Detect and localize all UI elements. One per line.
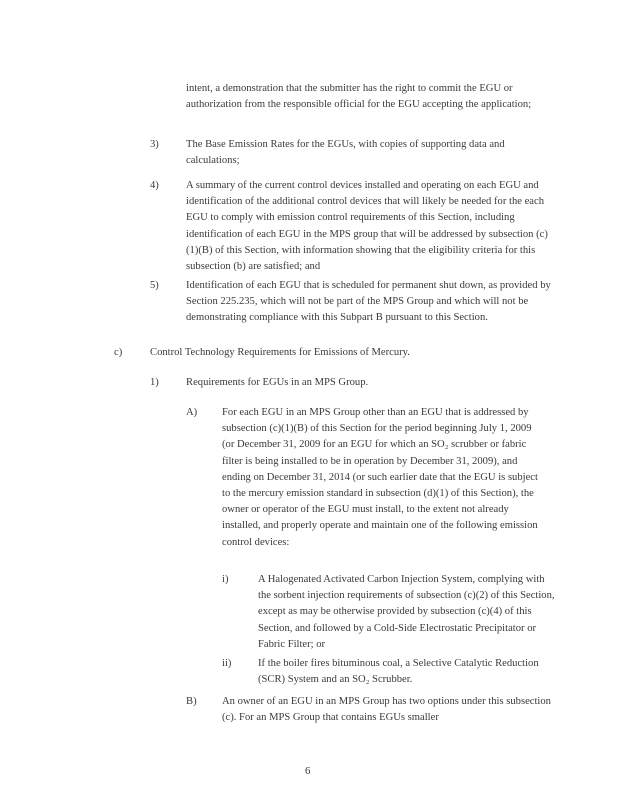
continuation-paragraph: intent, a demonstration that the submitter has the right to commit the EGU or authorization from the responsible official for the EGU accepting the application;: [186, 83, 532, 111]
subsection-B-label: B): [186, 696, 197, 707]
subsection-A-label: A): [186, 407, 198, 418]
subsection-i-text: A Halogenated Activated Carbon Injection System, complying with the sorbent injection requirements of subsection (c)(2) of this Section, except as may be otherwise provided by subsection (c)(4) of this Section, and followed by a Cold-Side Electrostatic Precipitator or Fabric Filter; or: [258, 574, 555, 650]
subsection-i-label: i): [222, 574, 229, 585]
subsection-1-heading: Requirements for EGUs in an MPS Group.: [186, 377, 369, 388]
item-text-3: The Base Emission Rates for the EGUs, with copies of supporting data and calculations;: [186, 139, 505, 167]
item-text-5: Identification of each EGU that is scheduled for permanent shut down, as provided by Section 225.235, which will not be part of the MPS Group and which will not be demonstrating compliance with this Subpart B pursuant to this Section.: [186, 280, 551, 324]
item-text-4: A summary of the current control devices installed and operating on each EGU and identification of the additional control devices that will likely be needed for the each EGU to comply with emission control requirements of this Section, including identification of each EGU in the MPS group that will be addressed by subsection (c)(1)(B) of this Section, with information showing that the eligibility criteria for this subsection (b) are satisfied; and: [186, 180, 548, 273]
item-label-4: 4): [150, 180, 159, 191]
subsection-A-text: For each EGU in an MPS Group other than an EGU that is addressed by subsection (c)(1)(B) of this Section for the period beginning July 1, 2009 (or December 31, 2009 for an EGU for which an SO₂ scrubber or fabric filter is being installed to be in operation by December 31, 2009), and ending on December 31, 2014 (or such earlier date that the EGU is subject to the mercury emission standard in subsection (d)(1) of this Section), the owner or operator of the EGU must install, to the extent not already installed, and properly operate and maintain one of the following emission control devices:: [222, 407, 538, 548]
page-number: 6: [305, 765, 311, 777]
subsection-ii-text: If the boiler fires bituminous coal, a Selective Catalytic Reduction (SCR) System and an SO₂ Scrubber.: [258, 658, 539, 686]
section-c-label: c): [114, 347, 123, 358]
subsection-ii-label: ii): [222, 658, 232, 669]
section-c-heading: Control Technology Requirements for Emissions of Mercury.: [150, 347, 410, 358]
subsection-1-label: 1): [150, 377, 159, 388]
item-label-3: 3): [150, 139, 159, 150]
item-label-5: 5): [150, 280, 159, 291]
subsection-B-text: An owner of an EGU in an MPS Group has two options under this subsection (c). For an MPS Group that contains EGUs smaller: [222, 696, 551, 724]
